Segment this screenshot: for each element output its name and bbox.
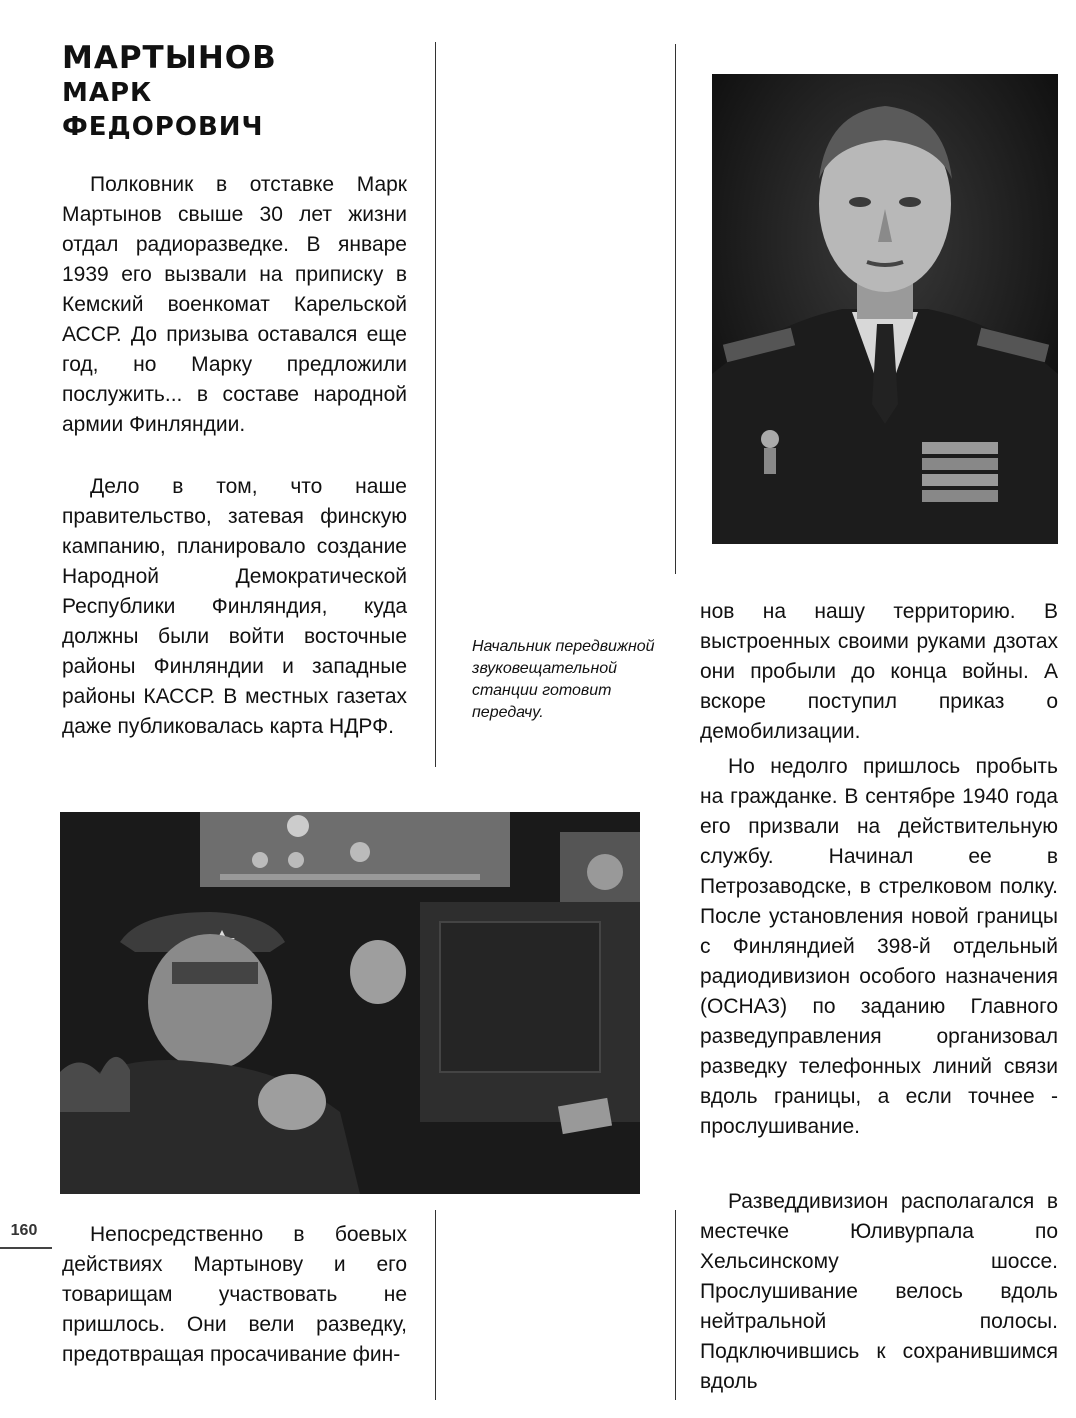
photo-caption: Начальник передвижной звуковещательной станции готовит передачу. (472, 638, 655, 721)
paragraph-2: Дело в том, что наше правительство, затевая финскую кампанию, планировало создание Народной Демократической Республики Финляндия, куда должны были войти восточные районы Финляндии и западные районы КАССР. В местных газетах даже публиковалась карта НДРФ. (62, 475, 407, 738)
page-number: 160 (10, 1222, 38, 1239)
portrait-photo (712, 74, 1058, 544)
title-patronymic: ФЕДОРОВИЧ (62, 112, 264, 142)
paragraph-5: Но недолго пришлось пробыть на гражданке. В сентябре 1940 года его призвали на действительную службу. Начинал ее в Петрозаводске, в стрелковом полку. После установления новой границы с Финляндией 398-й отдельный радиодивизион особого назначения (ОСНАЗ) по заданию Главного разведуправления организовал разведку телефонных линий связи вдоль границы, а если точнее - прослушивание. (700, 755, 1058, 1138)
radio-station-photo (60, 812, 640, 1194)
title-first-name: МАРК (62, 78, 153, 108)
paragraph-6: Разведдивизион располагался в местечке Юливурпала по Хельсинскому шоссе. Прослушивание велось вдоль нейтральной полосы. Подключившись к сохранившимся вдоль (700, 1190, 1058, 1393)
paragraph-1: Полковник в отставке Марк Мартынов свыше 30 лет жизни отдал радиоразведке. В январе 1939 его вызвали на приписку в Кемский военкомат Карельской АССР. До призыва оставался еще год, но Марку предложили послужить... в составе народной армии Финляндии. (62, 173, 407, 436)
column-divider (675, 44, 676, 574)
paragraph-4: нов на нашу территорию. В выстроенных своими руками дзотах они пробыли до конца войны. А вскоре поступил приказ о демобилизации. (700, 600, 1058, 743)
column-divider (435, 1210, 436, 1400)
article-title (62, 40, 422, 144)
paragraph-3: Непосредственно в боевых действиях Мартынову и его товарищам участвовать не пришлось. Они вели разведку, предотвращая просачивание фин- (62, 1223, 407, 1366)
page-number-rule (0, 1247, 52, 1249)
title-surname: МАРТЫНОВ (62, 40, 277, 76)
column-divider (675, 1210, 676, 1400)
column-divider (435, 42, 436, 767)
